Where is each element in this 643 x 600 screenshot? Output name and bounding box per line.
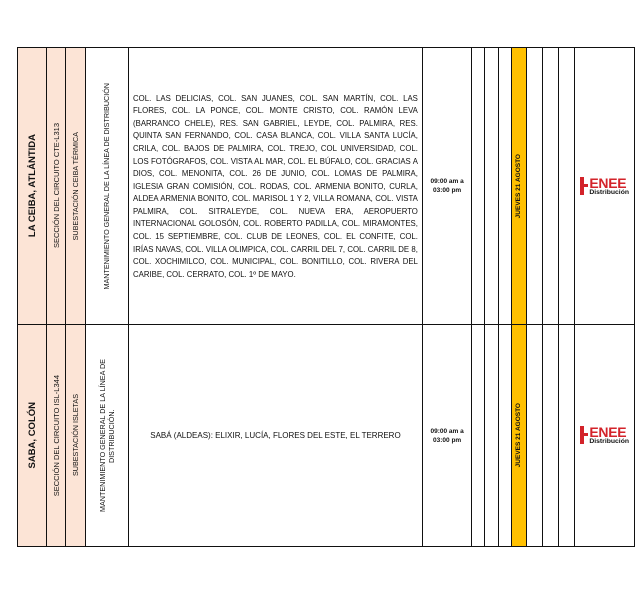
empty-cell xyxy=(485,48,498,325)
table-row xyxy=(18,48,635,325)
empty-cell xyxy=(485,325,498,547)
empty-cell xyxy=(472,48,485,325)
logo-sub-text: Distribución xyxy=(589,188,629,196)
work-cell xyxy=(85,325,128,547)
time-range: 09:00 am a 03:00 pm xyxy=(430,427,464,444)
date-cell xyxy=(511,48,526,325)
location-cell xyxy=(18,325,47,547)
date-cell xyxy=(511,325,526,547)
logo-cell xyxy=(575,48,635,325)
work-description: MANTENIMIENTO GENERAL DE LA LÍNEA DE DISTRIBUCIÓN xyxy=(102,82,112,290)
empty-cell xyxy=(559,325,575,547)
logo-cell xyxy=(575,325,635,547)
empty-cell xyxy=(526,48,542,325)
date-label: JUEVES 21 AGOSTO xyxy=(515,153,523,219)
work-description: MANTENIMIENTO GENERAL DE LA LÍNEA DE DISTRIBUCIÓN. xyxy=(97,359,116,512)
enee-logo xyxy=(575,176,634,197)
outage-schedule-table xyxy=(17,47,635,547)
enee-mark-icon xyxy=(580,177,584,195)
table-row xyxy=(18,325,635,547)
substation-cell xyxy=(66,325,85,547)
circuit-label: SECCIÓN DEL CIRCUITO CTE-L313 xyxy=(51,123,61,249)
empty-cell xyxy=(526,325,542,547)
empty-cell xyxy=(559,48,575,325)
colonias-list: COL. LAS DELICIAS, COL. SAN JUANES, COL. SAN MARTÍN, COL. LAS FLORES, COL. LA PONCE, COL. MONTE CRISTO, COL. RAMÓN LEVA (BARRANCO CHELE), RES. SAN GABRIEL, LEYDE, COL. PALMIRA, RES. QUINTA SAN FERNANDO, COL. CASA BLANCA, COL. VILLA SANTA LUCÍA, CRILA, COL. BAJOS DE PALMIRA, COL. TREJO, COL UNIVERSIDAD, COL. LOS FOTÓGRAFOS, COL. VISTA AL MAR, COL. EL BÚFALO, COL. GRACIAS A DIOS, COL. MENONITA, COL. 26 DE JUNIO, COL. LOMAS DE PALMIRA, IGLESIA GRAN COMISIÓN, COL. RODAS, COL. ARMENIA BONITO, CURLA, ALDEA ARMENIA BONITO, COL. MARISOL 1 Y 2, VILLA ROMANA, COL. VISTA PALMIRA, COL. SITRALEYDE, COL. NUEVA ERA, AEROPUERTO INTERNACIONAL GOLOSÓN, COL. ROBERTO PADILLA, COL. MIRAMONTES, COL. 15 SEPTIEMBRE, COL. CLUB DE LEONES, COL. EL CONFITE, COL. IRÍAS NAVAS, COL. VILLA OLIMPICA, COL. CARRIL DEL 7, COL. CARRIL DE 8, COL. XOCHIMILCO, COL. MUNICIPAL, COL. BONITILLO, COL. RIVERA DEL CARIBE, COL. CERRATO, COL. 1º DE MAYO. xyxy=(133,93,418,279)
empty-cell xyxy=(498,48,511,325)
colonias-cell xyxy=(129,325,423,547)
logo-main-text: ENEE xyxy=(589,424,627,441)
empty-cell xyxy=(472,325,485,547)
logo-main-text: ENEE xyxy=(589,174,627,191)
location-label: LA CEIBA, ATLÁNTIDA xyxy=(26,134,38,238)
circuit-label: SECCIÓN DEL CIRCUITO ISL-L344 xyxy=(51,374,61,497)
location-label: SABA, COLÓN xyxy=(26,402,38,469)
enee-logo xyxy=(575,425,634,446)
substation-label: SUBESTACIÓN ISLETAS xyxy=(71,394,81,477)
outage-schedule-sheet xyxy=(17,47,635,546)
logo-sub-text: Distribución xyxy=(589,438,629,446)
time-cell xyxy=(422,48,471,325)
location-cell xyxy=(18,48,47,325)
empty-cell xyxy=(543,48,559,325)
time-cell xyxy=(422,325,471,547)
date-label: JUEVES 21 AGOSTO xyxy=(515,403,523,468)
circuit-cell xyxy=(47,325,66,547)
empty-cell xyxy=(543,325,559,547)
circuit-cell xyxy=(47,48,66,325)
work-cell xyxy=(85,48,128,325)
time-range: 09:00 am a 03:00 pm xyxy=(430,178,464,194)
colonias-list: SABÁ (ALDEAS): ELIXIR, LUCÍA, FLORES DEL ESTE, EL TERRERO xyxy=(150,431,401,440)
empty-cell xyxy=(498,325,511,547)
substation-cell xyxy=(66,48,85,325)
colonias-cell xyxy=(129,48,423,325)
substation-label: SUBESTACIÓN CEIBA TÉRMICA xyxy=(71,131,81,241)
enee-mark-icon xyxy=(580,426,584,444)
